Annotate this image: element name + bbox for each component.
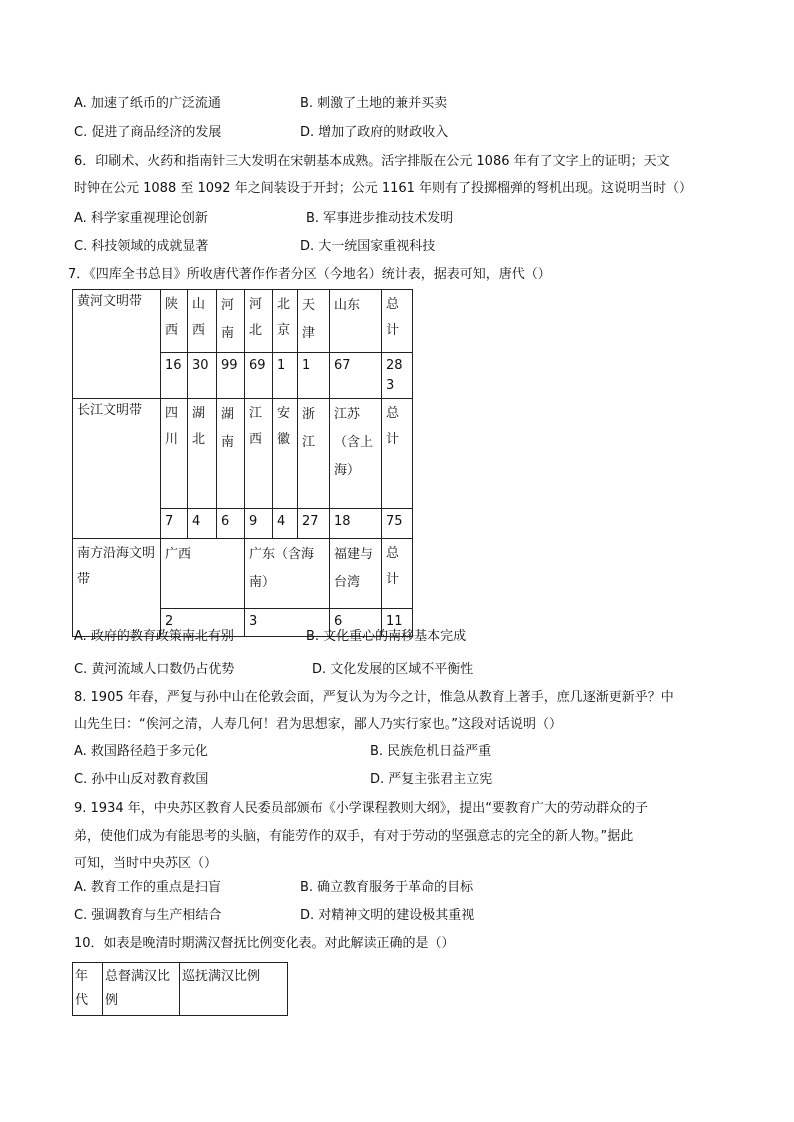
region-cell: 陕西 bbox=[165, 297, 179, 338]
q10-governor-table bbox=[72, 962, 288, 1016]
q9-stem-line3: 可知，当时中央苏区（） bbox=[74, 856, 218, 871]
q6-option-b: B. 军事进步推动技术发明 bbox=[306, 211, 454, 226]
value-cell: 9 bbox=[245, 509, 273, 539]
value-cell: 99 bbox=[217, 353, 245, 399]
value-cell: 2 bbox=[161, 609, 245, 637]
q10-stem: 10．如表是晚清时期满汉督抚比例变化表。对此解读正确的是（） bbox=[74, 936, 455, 951]
q8-option-b: B. 民族危机日益严重 bbox=[370, 744, 492, 759]
value-cell: 3 bbox=[245, 609, 330, 637]
q7-author-table bbox=[72, 289, 413, 637]
region-cell: 广东（含海南） bbox=[245, 539, 330, 609]
q6-option-a: A. 科学家重视理论创新 bbox=[74, 211, 208, 226]
value-cell: 6 bbox=[217, 509, 245, 539]
header-cell: 年代 bbox=[73, 963, 103, 1016]
region-cell: 福建与台湾 bbox=[330, 539, 382, 609]
q5-option-d: D. 增加了政府的财政收入 bbox=[300, 125, 449, 140]
region-cell: 安徽 bbox=[277, 406, 291, 447]
q6-stem-line1: 6．印刷术、火药和指南针三大发明在宋朝基本成熟。活字排版在公元 1086 年有了文字上的证明；天文 bbox=[74, 154, 670, 169]
value-cell: 30 bbox=[188, 353, 217, 399]
value-cell: 1 bbox=[273, 353, 298, 399]
region-cell: 北京 bbox=[277, 297, 291, 338]
q6-option-d: D. 大一统国家重视科技 bbox=[300, 239, 436, 254]
header-cell: 巡抚满汉比例 bbox=[180, 963, 288, 1016]
region-cell: 总计 bbox=[386, 406, 400, 447]
q9-option-d: D. 对精神文明的建设极其重视 bbox=[300, 908, 475, 923]
region-cell: 山东 bbox=[330, 290, 382, 353]
q8-stem-line2: 山先生曰：“俟河之清，人寿几何！君为思想家，鄙人乃实行家也。”这段对话说明（） bbox=[74, 717, 562, 732]
value-cell: 4 bbox=[273, 509, 298, 539]
region-cell: 山西 bbox=[192, 297, 206, 338]
q8-option-a: A. 救国路径趋于多元化 bbox=[74, 744, 208, 759]
q9-stem-line1: 9. 1934 年，中央苏区教育人民委员部颁布《小学课程教则大纲》，提出“要教育广大的劳动群众的子 bbox=[74, 801, 648, 816]
q7-option-c: C. 黄河流域人口数仍占优势 bbox=[74, 662, 235, 677]
q6-option-c: C. 科技领域的成就显著 bbox=[74, 239, 209, 254]
value-cell: 11 bbox=[382, 609, 413, 637]
q7-option-b: B. 文化重心的南移基本完成 bbox=[306, 629, 467, 644]
region-cell: 江西 bbox=[249, 406, 263, 447]
region-cell: 总计 bbox=[386, 546, 400, 587]
region-cell: 湖北 bbox=[192, 406, 206, 447]
q5-option-a: A. 加速了纸币的广泛流通 bbox=[74, 96, 221, 111]
region-cell: 浙江 bbox=[298, 399, 330, 509]
q5-option-c: C. 促进了商品经济的发展 bbox=[74, 125, 222, 140]
region-cell: 四川 bbox=[165, 406, 179, 447]
value-cell: 18 bbox=[330, 509, 382, 539]
q8-option-d: D. 严复主张君主立宪 bbox=[370, 772, 493, 787]
band-yellow-river: 黄河文明带 bbox=[73, 290, 161, 399]
q8-option-c: C. 孙中山反对教育救国 bbox=[74, 772, 209, 787]
band-south-coast: 南方沿海文明带 bbox=[73, 539, 161, 637]
q7-stem: 7．《四库全书总目》所收唐代著作作者分区（今地名）统计表，据表可知，唐代（） bbox=[68, 267, 551, 282]
value-cell: 283 bbox=[382, 353, 413, 399]
q9-option-b: B. 确立教育服务于革命的目标 bbox=[300, 880, 474, 895]
q9-option-c: C. 强调教育与生产相结合 bbox=[74, 908, 222, 923]
q7-option-d: D. 文化发展的区域不平衡性 bbox=[312, 662, 474, 677]
value-cell: 1 bbox=[298, 353, 330, 399]
value-cell: 67 bbox=[330, 353, 382, 399]
value-cell: 7 bbox=[161, 509, 188, 539]
region-cell: 天津 bbox=[298, 290, 330, 353]
q6-stem-line2: 时钟在公元 1088 至 1092 年之间装设于开封；公元 1161 年则有了投掷榴弹的弩机出现。这说明当时（） bbox=[74, 181, 693, 196]
value-cell: 75 bbox=[382, 509, 413, 539]
region-cell: 河北 bbox=[249, 297, 263, 338]
q8-stem-line1: 8. 1905 年春，严复与孙中山在伦敦会面，严复认为为今之计，惟急从教育上著手，庶几逐渐更新乎？中 bbox=[74, 690, 674, 705]
region-cell: 河南 bbox=[217, 290, 245, 353]
q7-option-a: A. 政府的教育政策南北有别 bbox=[74, 629, 234, 644]
region-cell: 广西 bbox=[161, 539, 245, 609]
q5-option-b: B. 刺激了土地的兼并买卖 bbox=[300, 96, 448, 111]
value-cell: 16 bbox=[161, 353, 188, 399]
header-cell: 总督满汉比例 bbox=[103, 963, 180, 1016]
q9-option-a: A. 教育工作的重点是扫盲 bbox=[74, 880, 221, 895]
value-cell: 4 bbox=[188, 509, 217, 539]
value-cell: 69 bbox=[245, 353, 273, 399]
value-cell: 27 bbox=[298, 509, 330, 539]
band-yangtze: 长江文明带 bbox=[73, 399, 161, 539]
value-cell: 6 bbox=[330, 609, 382, 637]
q9-stem-line2: 弟，使他们成为有能思考的头脑，有能劳作的双手，有对于劳动的坚强意志的完全的新人物。”据此 bbox=[74, 829, 634, 844]
region-cell: 总计 bbox=[386, 297, 400, 338]
region-cell: 湖南 bbox=[217, 399, 245, 509]
region-cell: 江苏（含上海） bbox=[330, 399, 382, 509]
